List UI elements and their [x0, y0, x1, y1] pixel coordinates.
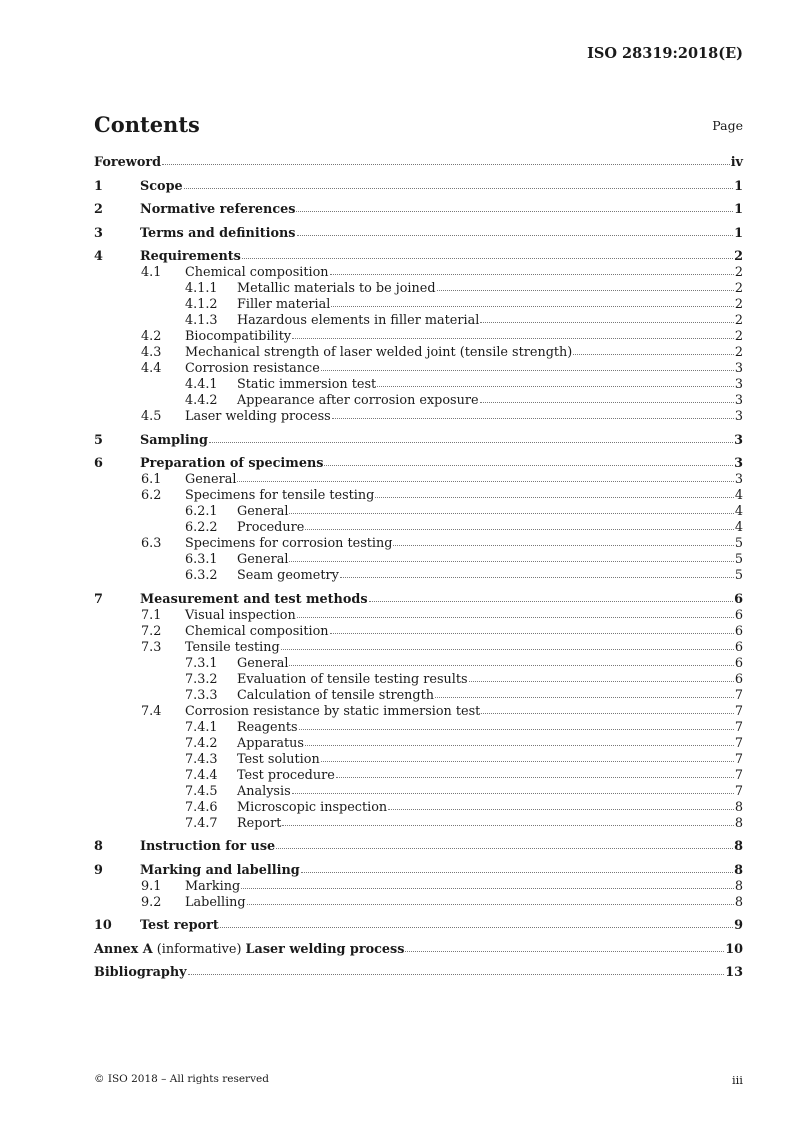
toc-entry-number: 4.1: [141, 265, 162, 280]
dot-leader: [375, 496, 734, 498]
toc-entry-page: 4: [734, 520, 743, 535]
toc-entry-number: 7.4.2: [185, 735, 218, 751]
toc-entry[interactable]: [94, 918, 743, 934]
toc-entry-page: 1: [734, 225, 743, 241]
dot-leader: [321, 760, 734, 762]
dot-leader: [281, 648, 734, 650]
dot-leader: [297, 616, 734, 618]
toc-entry-title[interactable]: General: [237, 655, 289, 671]
toc-entry[interactable]: [94, 409, 743, 425]
toc-entry-page: 2: [734, 281, 743, 296]
dot-leader: [292, 792, 734, 794]
toc-entry-page: iv: [730, 155, 743, 170]
toc-entry[interactable]: [94, 297, 743, 313]
toc-entry[interactable]: [94, 552, 743, 568]
dot-leader: [331, 305, 734, 307]
dot-leader: [301, 871, 733, 873]
dot-leader: [297, 234, 734, 236]
toc-entry[interactable]: [94, 863, 743, 879]
toc-entry-title[interactable]: [94, 942, 404, 958]
toc-entry-page: 3: [734, 409, 743, 424]
toc-entry-title[interactable]: Scope: [140, 178, 183, 194]
toc-entry[interactable]: [94, 656, 743, 672]
toc-entry[interactable]: [94, 345, 743, 361]
toc-entry-number: 7.3: [141, 639, 162, 655]
toc-entry-title[interactable]: Specimens for corrosion testing: [185, 536, 393, 551]
dot-leader: [377, 385, 734, 387]
toc-entry-page: 8: [734, 878, 743, 894]
dot-leader: [188, 973, 725, 975]
dot-leader: [369, 600, 734, 602]
toc-entry-number: 7.3.3: [185, 687, 218, 703]
toc-entry-title[interactable]: Static immersion test: [237, 377, 377, 392]
toc-entry[interactable]: [94, 226, 743, 242]
toc-entry-number: 4.1.3: [185, 313, 218, 328]
toc-entry-title[interactable]: Tensile testing: [185, 639, 280, 655]
document-code: ISO 28319:2018(E): [587, 45, 743, 62]
toc-entry-number: 9.2: [141, 894, 162, 910]
toc-entry-page: 2: [734, 329, 743, 344]
toc-entry-number: 2: [94, 202, 103, 217]
dot-leader: [299, 728, 734, 730]
toc-entry[interactable]: [94, 313, 743, 329]
toc-entry-title[interactable]: Test report: [140, 918, 219, 933]
footer-page-number: iii: [731, 1073, 743, 1087]
dot-leader: [305, 528, 734, 530]
toc-entry-number: 10: [94, 918, 112, 933]
toc-entry-number: 4.2: [141, 329, 162, 344]
toc-entry-title[interactable]: Microscopic inspection: [237, 799, 388, 815]
toc-entry[interactable]: [94, 155, 743, 171]
dot-leader: [162, 163, 730, 165]
toc-entry-number: 7.4.7: [185, 815, 218, 831]
toc-entry[interactable]: [94, 393, 743, 409]
toc-entry-number: 7.4.5: [185, 783, 218, 799]
toc-entry-number: 6.2: [141, 488, 162, 503]
toc-entry-title[interactable]: Procedure: [237, 520, 305, 535]
toc-entry-page: 7: [734, 703, 743, 719]
toc-entry[interactable]: [94, 520, 743, 536]
toc-entry-title[interactable]: Instruction for use: [140, 839, 276, 854]
dot-leader: [469, 680, 734, 682]
dot-leader: [220, 926, 733, 928]
toc-entry[interactable]: [94, 608, 743, 624]
toc-entry-title[interactable]: Bibliography: [94, 965, 187, 980]
toc-entry[interactable]: [94, 179, 743, 195]
dot-leader: [209, 441, 733, 443]
toc-entry[interactable]: [94, 942, 743, 958]
toc-entry-number: 3: [94, 225, 103, 241]
toc-entry[interactable]: [94, 456, 743, 472]
toc-entry-number: 6.2.1: [185, 504, 218, 519]
toc-entry-title[interactable]: Foreword: [94, 155, 162, 170]
toc-entry-number: 6.3.1: [185, 552, 218, 567]
toc-entry-title[interactable]: Apparatus: [237, 735, 304, 751]
toc-entry-title[interactable]: Marking and labelling: [140, 862, 300, 878]
toc-entry-page: 8: [734, 839, 743, 854]
toc-entry-title[interactable]: Corrosion resistance by static immersion test: [185, 703, 481, 719]
toc-entry-title[interactable]: General: [237, 504, 289, 519]
dot-leader: [332, 417, 734, 419]
toc-entry-page: 3: [734, 361, 743, 376]
toc-entry-number: 7.4.6: [185, 799, 218, 815]
toc-entry[interactable]: [94, 377, 743, 393]
toc-entry-title[interactable]: Test solution: [237, 751, 320, 767]
toc-entry-number: 4.1.2: [185, 297, 218, 312]
dot-leader: [289, 664, 733, 666]
toc-entry-title[interactable]: Chemical composition: [185, 265, 329, 280]
toc-entry[interactable]: [94, 504, 743, 520]
dot-leader: [241, 887, 734, 889]
toc-entry-page: 9: [734, 918, 743, 933]
toc-entry-title[interactable]: General: [237, 552, 289, 567]
toc-entry[interactable]: [94, 816, 743, 832]
toc-entry-title[interactable]: Metallic materials to be joined: [237, 281, 436, 296]
toc-entry[interactable]: [94, 202, 743, 218]
toc-entry-page: 6: [734, 639, 743, 655]
dot-leader: [247, 903, 734, 905]
toc-entry-page: 1: [734, 202, 743, 217]
toc-entry-page: 7: [734, 687, 743, 703]
toc-entry[interactable]: [94, 895, 743, 911]
toc-entry-title[interactable]: Calculation of tensile strength: [237, 687, 434, 703]
dot-leader: [289, 560, 733, 562]
toc-entry-page: 8: [734, 815, 743, 831]
toc-entry-page: 8: [734, 862, 743, 878]
dot-leader: [292, 337, 734, 339]
toc-entry[interactable]: [94, 879, 743, 895]
toc-entry-page: 7: [734, 735, 743, 751]
toc-entry-number: 6.3.2: [185, 568, 218, 583]
toc-entry-title[interactable]: Biocompatibility: [185, 329, 292, 344]
toc-entry-title[interactable]: Mechanical strength of laser welded joint (tensile strength): [185, 345, 573, 360]
toc-entry-title[interactable]: General: [185, 472, 237, 487]
toc-entry[interactable]: [94, 672, 743, 688]
dot-leader: [330, 632, 734, 634]
toc-entry[interactable]: [94, 361, 743, 377]
toc-entry[interactable]: [94, 568, 743, 584]
toc-entry-title[interactable]: Specimens for tensile testing: [185, 488, 375, 503]
toc-entry-title[interactable]: Reagents: [237, 719, 298, 735]
toc-entry-page: 7: [734, 751, 743, 767]
toc-entry[interactable]: [94, 281, 743, 297]
toc-entry-number: 8: [94, 839, 103, 854]
toc-entry-number: 6.1: [141, 472, 162, 487]
dot-leader: [184, 187, 733, 189]
toc-entry-number: 7.4.4: [185, 767, 218, 783]
toc-entry-number: 4.4.2: [185, 393, 218, 408]
dot-leader: [405, 950, 724, 952]
toc-entry[interactable]: [94, 768, 743, 784]
toc-entry-page: 6: [734, 591, 743, 607]
toc-entry-number: 7.1: [141, 607, 162, 623]
dot-leader: [435, 696, 734, 698]
annex-label: Annex A: [94, 941, 153, 957]
toc-entry-title[interactable]: Terms and definitions: [140, 225, 296, 241]
annex-title: Laser welding process: [245, 941, 405, 957]
toc-entry-page: 3: [734, 456, 743, 471]
toc-entry-title[interactable]: Preparation of specimens: [140, 456, 324, 471]
toc-entry[interactable]: [94, 249, 743, 265]
dot-leader: [330, 273, 734, 275]
toc-entry[interactable]: [94, 736, 743, 752]
toc-entry-page: 7: [734, 783, 743, 799]
toc-entry-page: 6: [734, 655, 743, 671]
dot-leader: [393, 544, 733, 546]
toc-entry[interactable]: [94, 800, 743, 816]
dot-leader: [289, 512, 733, 514]
toc-entry-title[interactable]: Analysis: [237, 783, 291, 799]
toc-entry-page: 6: [734, 671, 743, 687]
toc-entry-page: 10: [725, 941, 743, 957]
toc-entry-title[interactable]: Chemical composition: [185, 623, 329, 639]
toc-entry-page: 1: [734, 178, 743, 194]
toc-entry-title[interactable]: Measurement and test methods: [140, 591, 368, 607]
toc-entry-number: 6: [94, 456, 103, 471]
table-of-contents: [94, 155, 743, 981]
dot-leader: [276, 847, 733, 849]
toc-entry[interactable]: [94, 624, 743, 640]
dot-leader: [324, 464, 733, 466]
toc-entry-title[interactable]: Marking: [185, 878, 241, 894]
toc-entry-title[interactable]: Test procedure: [237, 767, 335, 783]
dot-leader: [305, 744, 734, 746]
toc-entry-title[interactable]: Filler material: [237, 297, 331, 312]
toc-entry[interactable]: [94, 265, 743, 281]
toc-entry-page: 6: [734, 623, 743, 639]
toc-entry-page: 2: [734, 265, 743, 280]
toc-entry-title[interactable]: Sampling: [140, 432, 208, 448]
toc-entry-title[interactable]: Requirements: [140, 249, 241, 264]
toc-entry-number: 4.5: [141, 409, 162, 424]
toc-entry[interactable]: [94, 488, 743, 504]
toc-entry-page: 2: [734, 313, 743, 328]
dot-leader: [296, 210, 733, 212]
toc-entry-number: 7.3.2: [185, 671, 218, 687]
toc-entry-page: 3: [734, 393, 743, 408]
toc-entry-number: 1: [94, 178, 103, 194]
dot-leader: [481, 712, 734, 714]
toc-entry-title[interactable]: Evaluation of tensile testing results: [237, 671, 468, 687]
toc-entry-page: 7: [734, 719, 743, 735]
toc-entry-number: 4: [94, 249, 103, 264]
dot-leader: [437, 289, 734, 291]
toc-entry-number: 6.2.2: [185, 520, 218, 535]
dot-leader: [321, 369, 734, 371]
page-title: Contents: [94, 112, 200, 137]
toc-entry-number: 7.4: [141, 703, 162, 719]
dot-leader: [242, 257, 733, 259]
toc-entry-number: 4.1.1: [185, 281, 218, 296]
toc-entry-number: 7.3.1: [185, 655, 218, 671]
toc-entry-page: 5: [734, 536, 743, 551]
dot-leader: [340, 576, 734, 578]
page-column-label: Page: [712, 118, 743, 133]
toc-entry[interactable]: [94, 704, 743, 720]
toc-entry-number: 9.1: [141, 878, 162, 894]
toc-entry[interactable]: [94, 592, 743, 608]
dot-leader: [480, 401, 734, 403]
toc-entry-number: 7.2: [141, 623, 162, 639]
toc-entry-page: 7: [734, 767, 743, 783]
toc-entry-title[interactable]: Hazardous elements in filler material: [237, 313, 480, 328]
footer-copyright: © ISO 2018 – All rights reserved: [94, 1073, 269, 1085]
toc-entry-title[interactable]: Seam geometry: [237, 568, 339, 583]
toc-entry[interactable]: [94, 784, 743, 800]
toc-entry-number: 7.4.1: [185, 719, 218, 735]
toc-entry[interactable]: [94, 329, 743, 345]
toc-entry[interactable]: [94, 965, 743, 981]
toc-entry-page: 2: [734, 249, 743, 264]
toc-entry[interactable]: [94, 433, 743, 449]
toc-entry[interactable]: [94, 536, 743, 552]
toc-entry-page: 4: [734, 504, 743, 519]
toc-entry[interactable]: [94, 472, 743, 488]
toc-entry-number: 7.4.3: [185, 751, 218, 767]
toc-entry-page: 13: [725, 965, 743, 980]
toc-entry-page: 2: [734, 345, 743, 360]
toc-entry[interactable]: [94, 720, 743, 736]
toc-entry-page: 3: [734, 472, 743, 487]
toc-entry-number: 4.4.1: [185, 377, 218, 392]
toc-entry-number: 6.3: [141, 536, 162, 551]
toc-entry[interactable]: [94, 688, 743, 704]
toc-entry-page: 2: [734, 297, 743, 312]
dot-leader: [480, 321, 734, 323]
toc-entry-number: 4.3: [141, 345, 162, 360]
toc-entry[interactable]: [94, 752, 743, 768]
dot-leader: [336, 776, 734, 778]
toc-entry-number: 9: [94, 862, 103, 878]
toc-entry-page: 4: [734, 488, 743, 503]
toc-entry-number: 5: [94, 432, 103, 448]
toc-entry-title[interactable]: Corrosion resistance: [185, 361, 320, 376]
annex-status: (informative): [152, 941, 246, 957]
toc-entry-number: 7: [94, 591, 103, 607]
toc-entry-page: 6: [734, 607, 743, 623]
dot-leader: [237, 480, 733, 482]
toc-entry-title[interactable]: Visual inspection: [185, 607, 296, 623]
toc-entry-title[interactable]: Laser welding process: [185, 409, 331, 424]
toc-entry[interactable]: [94, 839, 743, 855]
dot-leader: [388, 808, 734, 810]
toc-entry-title[interactable]: Labelling: [185, 894, 246, 910]
dot-leader: [573, 353, 734, 355]
toc-entry-page: 5: [734, 568, 743, 583]
toc-entry-title[interactable]: Normative references: [140, 202, 296, 217]
toc-entry-page: 8: [734, 799, 743, 815]
toc-entry-title[interactable]: Appearance after corrosion exposure: [237, 393, 479, 408]
toc-entry-page: 8: [734, 894, 743, 910]
toc-entry-number: 4.4: [141, 361, 162, 376]
toc-entry-page: 3: [734, 377, 743, 392]
toc-entry-page: 5: [734, 552, 743, 567]
toc-entry-page: 3: [734, 432, 743, 448]
toc-entry[interactable]: [94, 640, 743, 656]
toc-entry-title[interactable]: Report: [237, 815, 282, 831]
dot-leader: [282, 824, 733, 826]
